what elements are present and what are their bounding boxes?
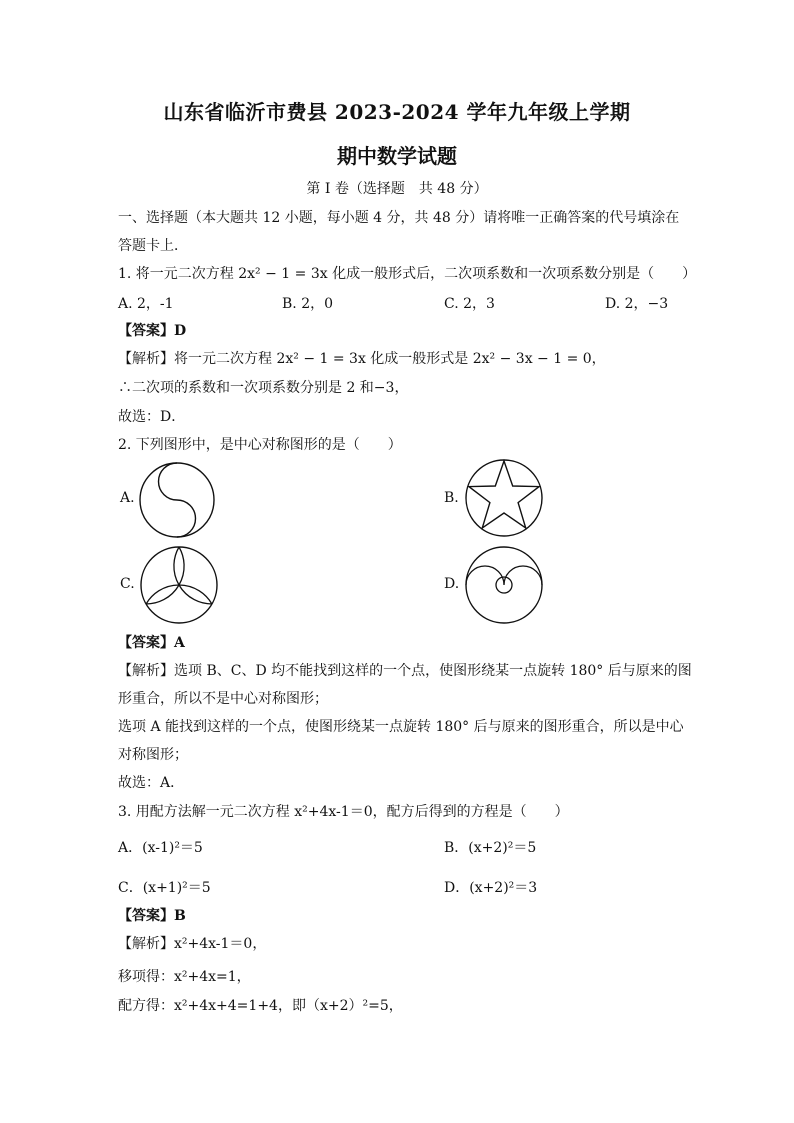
- q2-figure-d-arcs: [463, 544, 545, 626]
- section-instructions-1: 一、选择题（本大题共 12 小题，每小题 4 分，共 48 分）请将唯一正确答案的代号填涂在: [118, 210, 680, 226]
- q2-analysis-3: 选项 A 能找到这样的一个点，使图形绕某一点旋转 180° 后与原来的图形重合，所以是中心: [118, 719, 684, 735]
- q1-option-a: A. 2，-1: [118, 296, 174, 312]
- exam-title-line1: 山东省临沂市费县 2023-2024 学年九年级上学期: [163, 100, 631, 124]
- q2-label-c: C.: [120, 576, 135, 592]
- q1-analysis-2: ∴二次项的系数和一次项系数分别是 2 和−3，: [118, 380, 409, 396]
- q3-analysis-2: 移项得：x²+4x=1，: [118, 969, 251, 985]
- q2-choice: 故选：A．: [118, 775, 185, 791]
- q3-option-b: B．(x+2)²＝5: [444, 840, 537, 856]
- q2-label-b: B.: [444, 490, 459, 506]
- q2-label-a: A.: [120, 490, 135, 506]
- q2-analysis-4: 对称图形；: [118, 747, 188, 763]
- q1-stem: 1. 将一元二次方程 2x² − 1 = 3x 化成一般形式后，二次项系数和一次项系数分别是（ ）: [118, 266, 697, 282]
- q2-figure-a-yinyang: [138, 461, 218, 539]
- section-subtitle: 第 I 卷（选择题 共 48 分）: [306, 181, 488, 197]
- q3-analysis-1: 【解析】x²+4x-1＝0，: [118, 936, 267, 952]
- q2-label-d: D.: [444, 576, 460, 592]
- q3-stem: 3. 用配方法解一元二次方程 x²+4x-1＝0，配方后得到的方程是（ ）: [118, 804, 569, 820]
- yinyang-icon: [138, 461, 218, 539]
- q2-stem: 2. 下列图形中，是中心对称图形的是（ ）: [118, 437, 402, 453]
- q1-analysis-1: 【解析】将一元二次方程 2x² − 1 = 3x 化成一般形式是 2x² − 3x − 1 = 0，: [118, 351, 606, 367]
- q3-option-c: C．(x+1)²＝5: [118, 880, 211, 896]
- q3-option-a: A．(x-1)²＝5: [118, 840, 203, 856]
- q2-figure-b-star: [463, 458, 545, 538]
- circle-with-arcs-icon: [463, 544, 545, 626]
- section-instructions-2: 答题卡上．: [118, 238, 188, 254]
- q3-option-d: D．(x+2)²＝3: [444, 880, 538, 896]
- q1-option-b: B. 2，0: [282, 296, 334, 312]
- q1-option-c: C. 2，3: [444, 296, 495, 312]
- star-in-circle-icon: [463, 458, 545, 538]
- q2-answer: 【答案】A: [118, 635, 185, 651]
- q2-analysis-2: 形重合，所以不是中心对称图形；: [118, 691, 328, 707]
- exam-title-line2: 期中数学试题: [337, 144, 457, 168]
- q3-answer: 【答案】B: [118, 908, 186, 924]
- q1-option-d: D. 2，−3: [605, 296, 669, 312]
- q1-choice: 故选：D．: [118, 409, 186, 425]
- q2-figure-c-trefoil: [138, 544, 220, 626]
- q2-analysis-1: 【解析】选项 B、C、D 均不能找到这样的一个点，使图形绕某一点旋转 180° 后与原来的图: [118, 663, 692, 679]
- q1-answer: 【答案】D: [118, 323, 187, 339]
- trefoil-circle-icon: [138, 544, 220, 626]
- q3-analysis-3: 配方得：x²+4x+4=1+4，即（x+2）²=5，: [118, 998, 403, 1014]
